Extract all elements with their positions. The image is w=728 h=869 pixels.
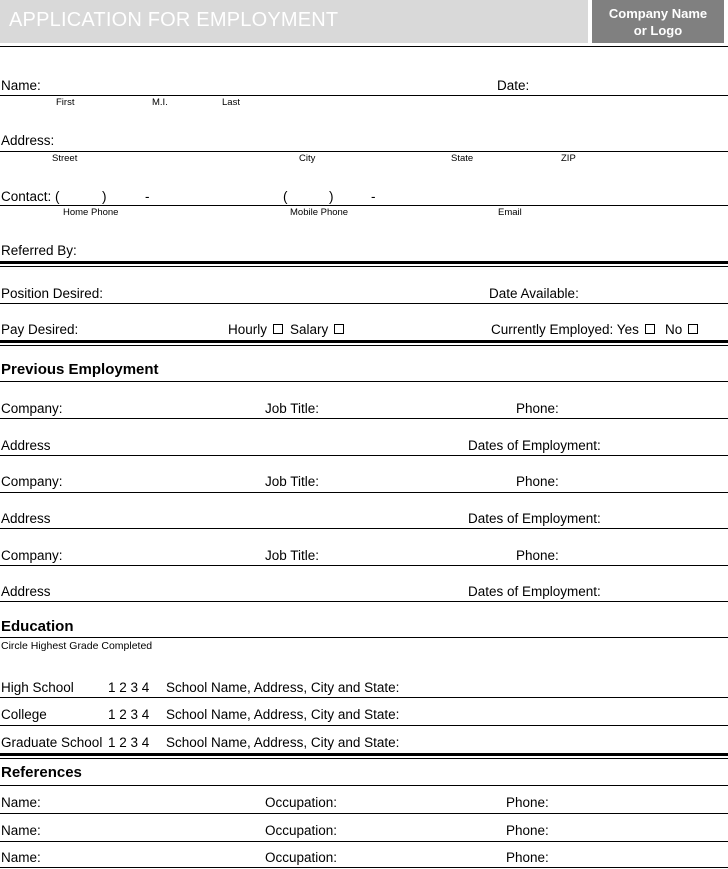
college-school-label: School Name, Address, City and State: xyxy=(166,707,400,722)
currently-employed-label: Currently Employed: Yes xyxy=(491,322,639,337)
section-divider-thin xyxy=(0,345,728,346)
employer-address-label-1: Address xyxy=(1,438,51,453)
mobile-phone-caption: Mobile Phone xyxy=(290,207,349,218)
phone-label-2: Phone: xyxy=(516,474,559,489)
company-label-1: Company: xyxy=(1,401,63,416)
logo-line-1: Company Name xyxy=(608,5,708,21)
title-bar xyxy=(0,0,588,43)
reference-phone-label-2: Phone: xyxy=(506,823,549,838)
position-desired-label: Position Desired: xyxy=(1,286,104,301)
hourly-option xyxy=(228,322,283,337)
college-label: College xyxy=(1,707,47,722)
section-divider xyxy=(0,340,728,343)
high-school-grades[interactable]: 1 2 3 4 xyxy=(108,680,150,695)
graduate-school-label: Graduate School xyxy=(1,735,103,750)
first-caption: First xyxy=(56,97,75,108)
dates-of-employment-label-3: Dates of Employment: xyxy=(468,584,601,599)
college-grades[interactable]: 1 2 3 4 xyxy=(108,707,150,722)
reference-occupation-label-3: Occupation: xyxy=(265,850,338,865)
phone-label-3: Phone: xyxy=(516,548,559,563)
employed-no-option xyxy=(665,322,698,337)
reference-name-label-1: Name: xyxy=(1,795,41,810)
reference-occupation-label-2: Occupation: xyxy=(265,823,338,838)
referred-by-label: Referred By: xyxy=(1,243,77,258)
employment-line[interactable] xyxy=(0,565,728,566)
logo-line-2: or Logo xyxy=(633,22,683,38)
education-line[interactable] xyxy=(0,725,728,726)
employment-line[interactable] xyxy=(0,528,728,529)
section-divider-thin xyxy=(0,266,728,267)
address-line[interactable] xyxy=(0,151,728,152)
home-dash: - xyxy=(145,189,150,204)
contact-line[interactable] xyxy=(0,205,728,206)
zip-caption: ZIP xyxy=(561,153,576,164)
graduate-school-school-label: School Name, Address, City and State: xyxy=(166,735,400,750)
employer-address-label-3: Address xyxy=(1,584,51,599)
salary-option xyxy=(290,322,344,337)
high-school-label: High School xyxy=(1,680,74,695)
education-line[interactable] xyxy=(0,697,728,698)
street-caption: Street xyxy=(52,153,78,164)
employer-address-label-2: Address xyxy=(1,511,51,526)
home-paren-close: ) xyxy=(102,189,107,204)
hourly-checkbox[interactable] xyxy=(273,324,283,334)
form-title: APPLICATION FOR EMPLOYMENT xyxy=(9,9,339,31)
mobile-dash: - xyxy=(371,189,376,204)
mi-caption: M.I. xyxy=(152,97,168,108)
heading-line xyxy=(0,637,728,638)
job-title-label-2: Job Title: xyxy=(265,474,320,489)
position-line[interactable] xyxy=(0,303,728,304)
date-available-label: Date Available: xyxy=(489,286,579,301)
references-heading: References xyxy=(1,764,82,781)
reference-line[interactable] xyxy=(0,841,728,842)
section-divider xyxy=(0,753,728,756)
reference-line[interactable] xyxy=(0,867,728,868)
contact-label: Contact: ( xyxy=(1,189,60,204)
home-phone-caption: Home Phone xyxy=(63,207,119,218)
previous-employment-heading: Previous Employment xyxy=(1,361,159,378)
reference-line[interactable] xyxy=(0,813,728,814)
company-label-2: Company: xyxy=(1,474,63,489)
reference-phone-label-1: Phone: xyxy=(506,795,549,810)
grade-instruction: Circle Highest Grade Completed xyxy=(1,640,153,652)
section-divider-thin xyxy=(0,758,728,759)
hourly-label: Hourly xyxy=(228,322,268,337)
reference-name-label-2: Name: xyxy=(1,823,41,838)
mobile-paren-open: ( xyxy=(283,189,288,204)
education-heading: Education xyxy=(1,618,74,635)
name-label: Name: xyxy=(1,78,41,93)
section-divider xyxy=(0,261,728,264)
reference-occupation-label-1: Occupation: xyxy=(265,795,338,810)
state-caption: State xyxy=(451,153,474,164)
mobile-paren-close: ) xyxy=(329,189,334,204)
employment-line[interactable] xyxy=(0,418,728,419)
company-logo-placeholder xyxy=(592,0,724,43)
employment-line[interactable] xyxy=(0,601,728,602)
heading-line xyxy=(0,381,728,382)
employment-line[interactable] xyxy=(0,492,728,493)
salary-label: Salary xyxy=(290,322,329,337)
dates-of-employment-label-2: Dates of Employment: xyxy=(468,511,601,526)
job-title-label-3: Job Title: xyxy=(265,548,320,563)
employment-line[interactable] xyxy=(0,455,728,456)
pay-desired-label: Pay Desired: xyxy=(1,322,79,337)
last-caption: Last xyxy=(222,97,240,108)
reference-name-label-3: Name: xyxy=(1,850,41,865)
phone-label-1: Phone: xyxy=(516,401,559,416)
email-caption: Email xyxy=(498,207,522,218)
company-label-3: Company: xyxy=(1,548,63,563)
employed-yes-option xyxy=(491,322,655,337)
dates-of-employment-label-1: Dates of Employment: xyxy=(468,438,601,453)
address-label: Address: xyxy=(1,133,55,148)
divider xyxy=(0,46,728,47)
employed-yes-checkbox[interactable] xyxy=(645,324,655,334)
reference-phone-label-3: Phone: xyxy=(506,850,549,865)
employed-no-label: No xyxy=(665,322,683,337)
job-title-label-1: Job Title: xyxy=(265,401,320,416)
high-school-school-label: School Name, Address, City and State: xyxy=(166,680,400,695)
date-label: Date: xyxy=(497,78,530,93)
city-caption: City xyxy=(299,153,316,164)
salary-checkbox[interactable] xyxy=(334,324,344,334)
heading-line xyxy=(0,785,728,786)
graduate-school-grades[interactable]: 1 2 3 4 xyxy=(108,735,150,750)
name-line[interactable] xyxy=(0,95,728,96)
employed-no-checkbox[interactable] xyxy=(688,324,698,334)
